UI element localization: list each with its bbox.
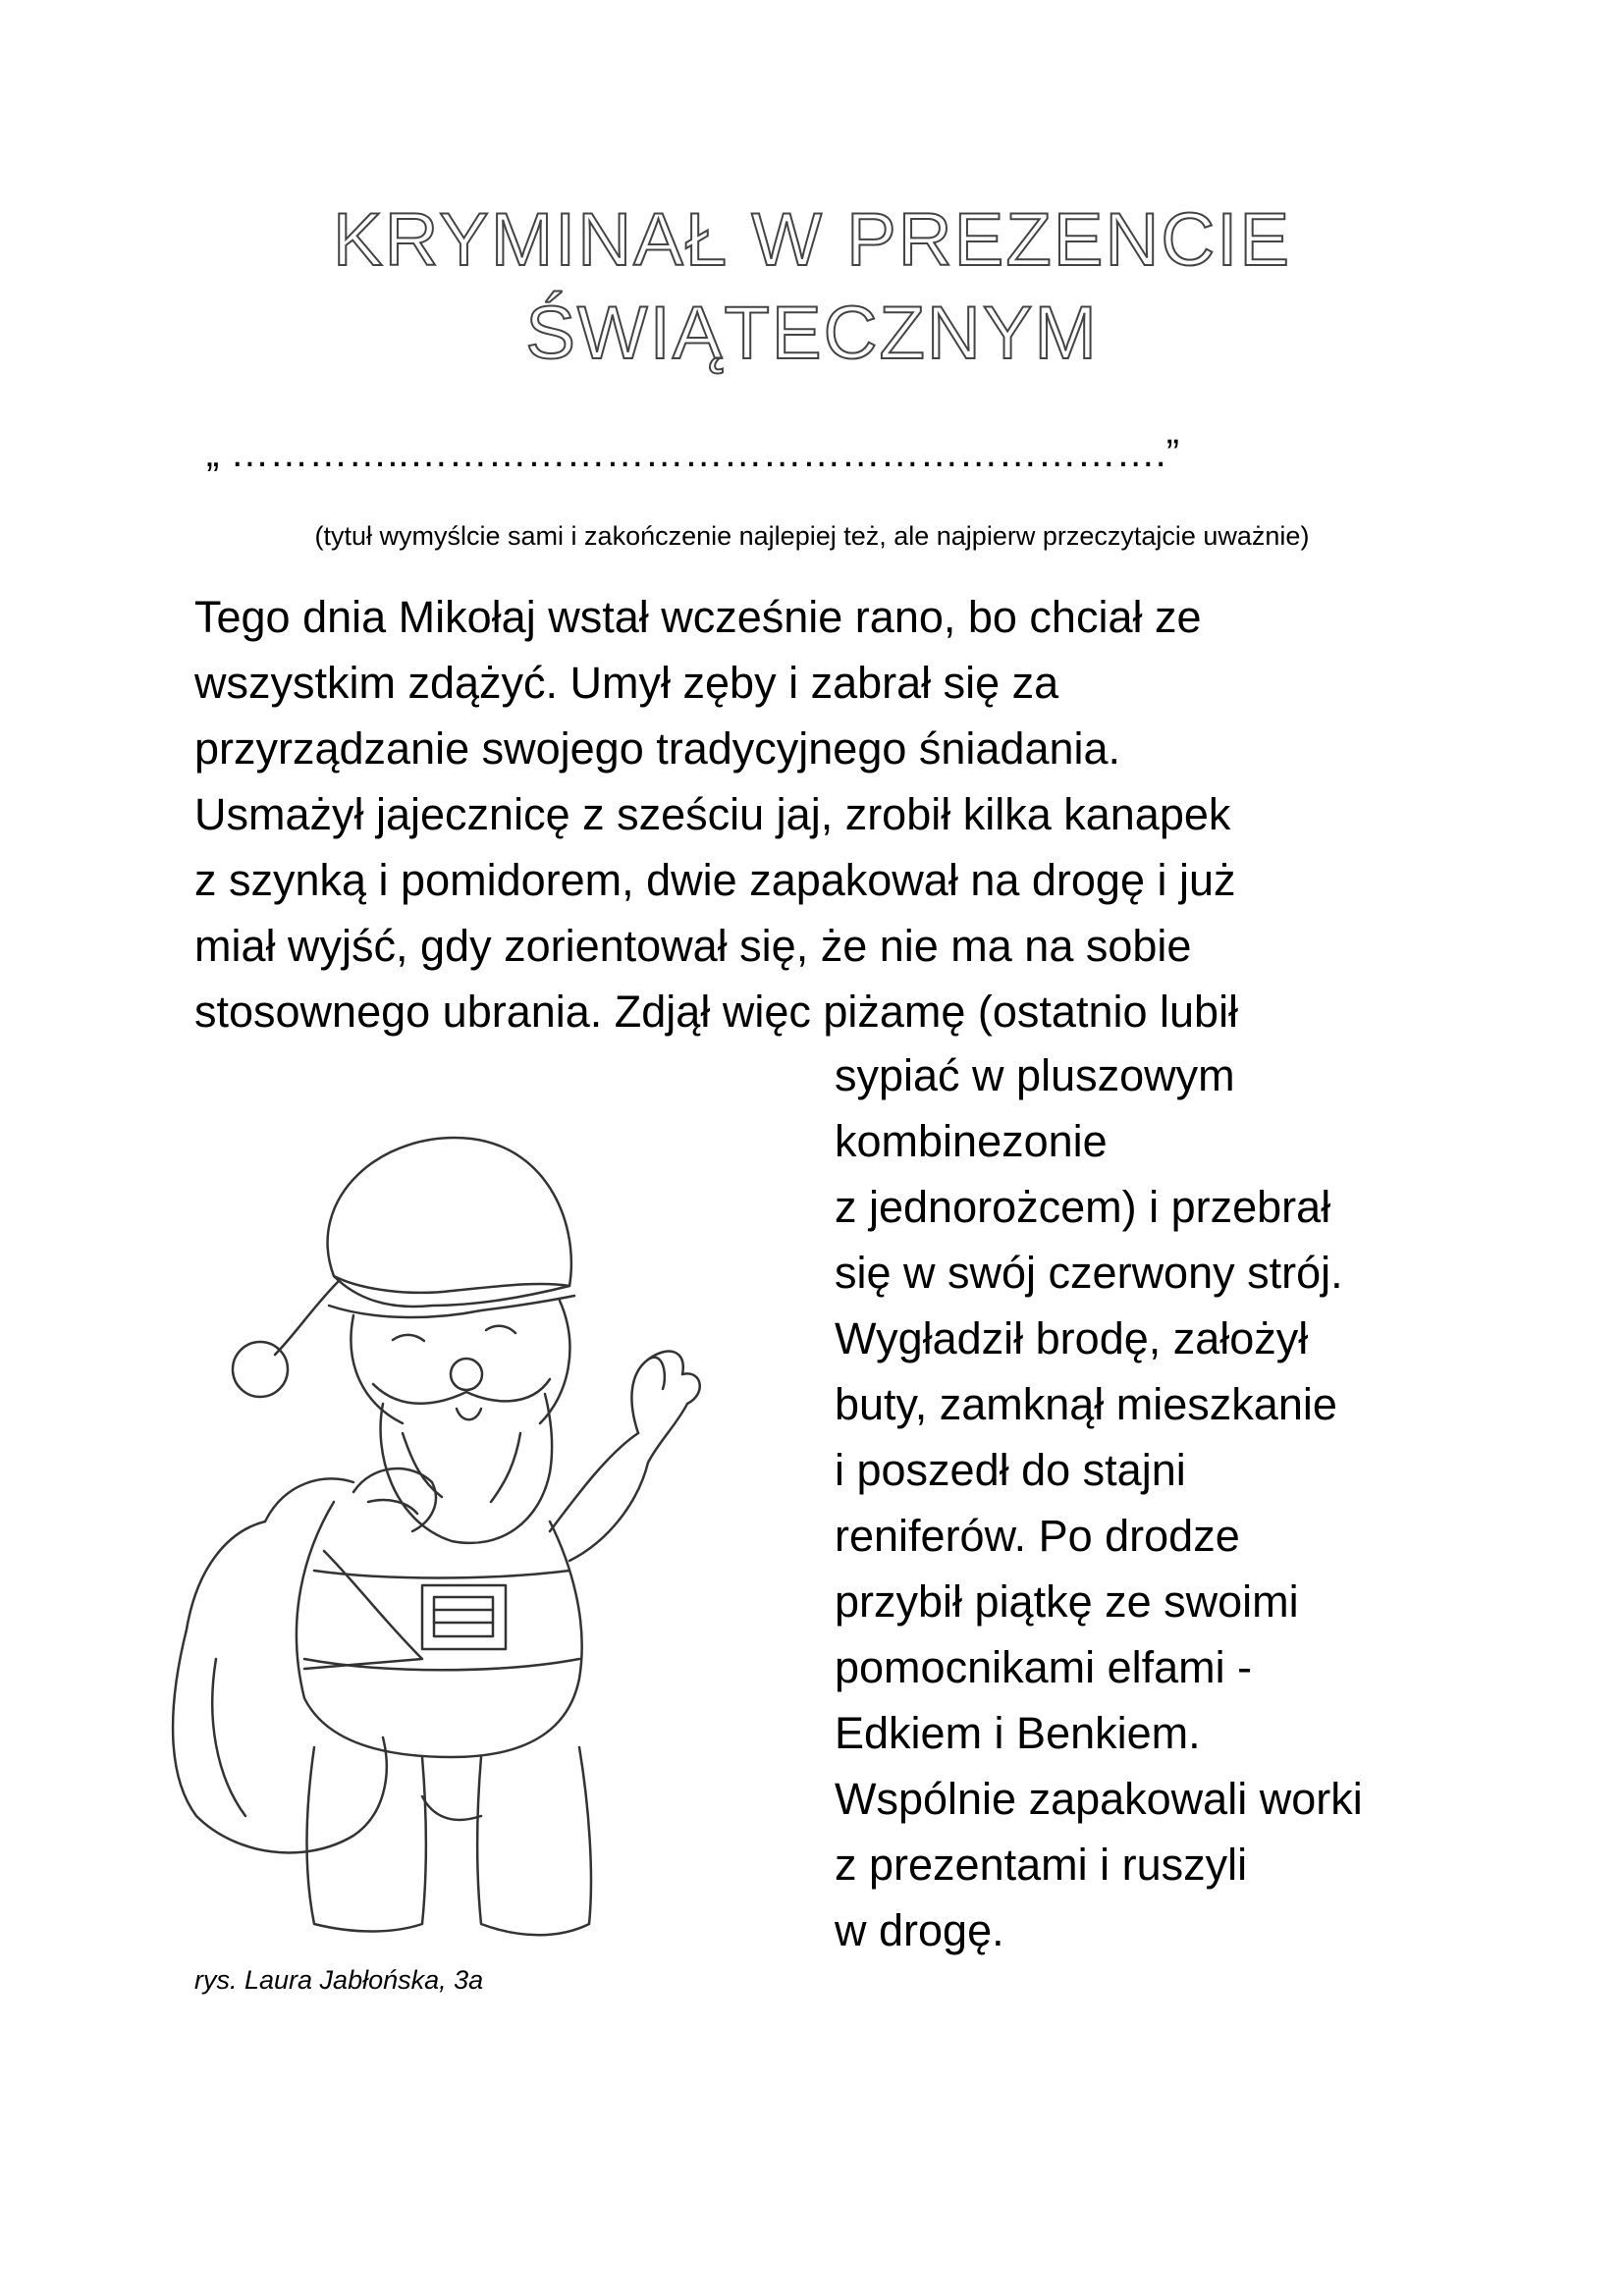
santa-claus-drawing-icon xyxy=(157,1109,844,1973)
story-line: miał wyjść, gdy zorientował się, że nie ma na sobie xyxy=(194,921,1192,971)
story-line: Wspólnie zapakowali worki xyxy=(835,1774,1363,1824)
story-line: sypiać w pluszowym xyxy=(835,1050,1235,1100)
story-line: Wygładził brodę, założył xyxy=(835,1313,1309,1363)
story-line: z prezentami i ruszyli xyxy=(835,1840,1248,1890)
page-title-line-1: KRYMINAŁ W PREZENCIE xyxy=(332,198,1292,282)
story-line: Tego dnia Mikołaj wstał wcześnie rano, bo chciał ze xyxy=(194,592,1202,642)
story-paragraph-right xyxy=(835,1042,1463,1963)
story-line: przyrządzanie swojego tradycyjnego śniadania. xyxy=(194,723,1121,774)
story-line: i poszedł do stajni xyxy=(835,1445,1186,1495)
story-line: z szynką i pomidorem, dwie zapakował na drogę i już xyxy=(194,855,1236,905)
page-title-line-2: ŚWIĄTECZNYM xyxy=(525,292,1099,375)
title-placeholder-line: „ …………..………………………………………………….” xyxy=(206,432,1180,475)
story-paragraph-top xyxy=(194,584,1471,1044)
story-line: kombinezonie xyxy=(835,1116,1108,1166)
story-line: przybił piątkę ze swoimi xyxy=(835,1576,1299,1627)
drawing-caption: rys. Laura Jabłońska, 3a xyxy=(194,1965,484,1995)
story-line: Edkiem i Benkiem. xyxy=(835,1708,1201,1758)
subtitle-instruction: (tytuł wymyślcie sami i zakończenie najlepiej też, ale najpierw przeczytajcie uważnie) xyxy=(314,521,1310,551)
story-line: w drogę. xyxy=(835,1905,1004,1955)
story-line: z jednorożcem) i przebrał xyxy=(835,1182,1331,1232)
story-line: wszystkim zdążyć. Umył zęby i zabrał się za xyxy=(194,658,1059,708)
story-line: buty, zamknął mieszkanie xyxy=(835,1379,1337,1429)
story-line: się w swój czerwony strój. xyxy=(835,1248,1343,1298)
story-line: stosownego ubrania. Zdjął więc piżamę (ostatnio lubił xyxy=(194,987,1239,1037)
story-line: pomocnikami elfami - xyxy=(835,1642,1253,1692)
story-line: Usmażył jajecznicę z sześciu jaj, zrobił kilka kanapek xyxy=(194,789,1231,839)
story-line: reniferów. Po drodze xyxy=(835,1511,1240,1561)
